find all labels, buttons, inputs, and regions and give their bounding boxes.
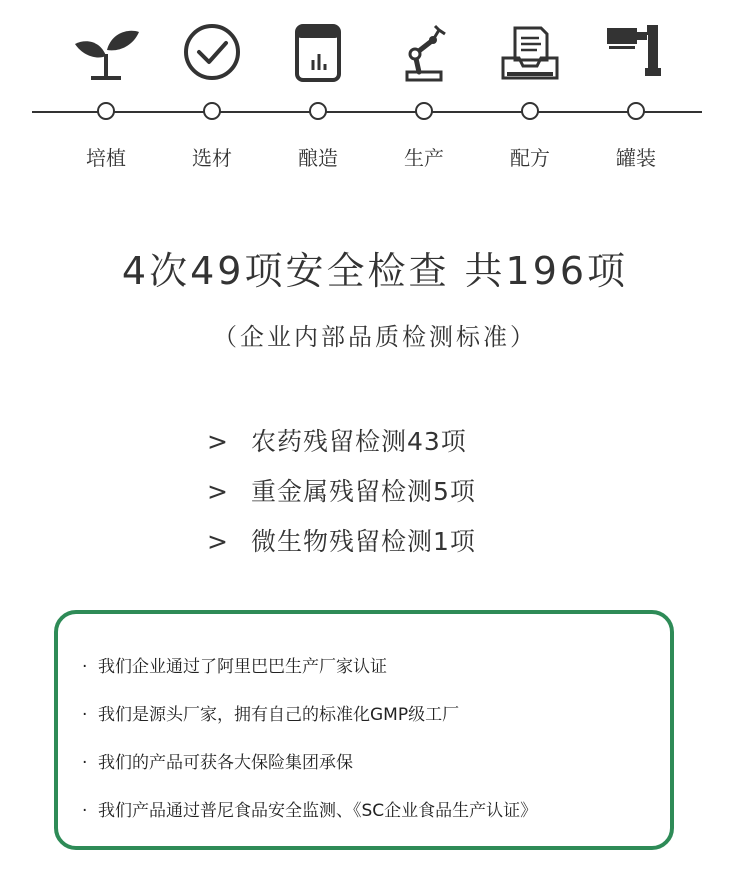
document-tray-icon xyxy=(495,20,565,90)
step-dot xyxy=(97,102,115,120)
step-select xyxy=(167,20,257,170)
arrow-marker: > xyxy=(207,427,229,456)
card-item xyxy=(82,652,387,677)
step-dot xyxy=(627,102,645,120)
step-produce xyxy=(379,20,469,170)
check-item xyxy=(207,422,607,472)
check-circle-icon xyxy=(177,20,247,90)
step-dot xyxy=(309,102,327,120)
step-label: 罐装 xyxy=(616,146,656,170)
pipe-icon xyxy=(601,20,671,90)
bullet: · xyxy=(82,753,88,773)
card-item-text: 我们产品通过普尼食品安全监测、《SC企业食品生产认证》 xyxy=(98,801,538,821)
check-item xyxy=(207,472,607,522)
card-item-text: 我们的产品可获各大保险集团承保 xyxy=(98,753,353,773)
step-label: 选材 xyxy=(192,146,232,170)
arrow-marker: > xyxy=(207,527,229,556)
process-steps xyxy=(0,0,750,190)
certification-card xyxy=(54,610,674,850)
check-item-text: 农药残留检测43项 xyxy=(251,427,467,456)
subheadline: （企业内部品质检测标准） xyxy=(213,323,537,351)
card-item xyxy=(82,700,459,725)
card-item-text: 我们企业通过了阿里巴巴生产厂家认证 xyxy=(98,657,387,677)
step-fill xyxy=(591,20,681,170)
step-dot xyxy=(521,102,539,120)
headline: 4次49项安全检查 共196项 xyxy=(121,249,629,293)
timeline-line xyxy=(32,111,702,113)
step-label: 培植 xyxy=(86,146,126,170)
bullet: · xyxy=(82,657,88,677)
check-item xyxy=(207,522,607,572)
step-dot xyxy=(203,102,221,120)
step-dot xyxy=(415,102,433,120)
step-label: 酿造 xyxy=(298,146,338,170)
check-list xyxy=(207,422,607,572)
robot-arm-icon xyxy=(389,20,459,90)
step-label: 配方 xyxy=(510,146,550,170)
arrow-marker: > xyxy=(207,477,229,506)
card-item xyxy=(82,748,353,773)
vat-icon xyxy=(283,20,353,90)
sprout-icon xyxy=(71,20,141,90)
step-label: 生产 xyxy=(404,146,444,170)
check-item-text: 重金属残留检测5项 xyxy=(251,477,476,506)
card-item xyxy=(82,796,537,821)
step-brew xyxy=(273,20,363,170)
check-item-text: 微生物残留检测1项 xyxy=(251,527,476,556)
bullet: · xyxy=(82,801,88,821)
card-item-text: 我们是源头厂家，拥有自己的标准化GMP级工厂 xyxy=(98,705,460,725)
step-formula xyxy=(485,20,575,170)
bullet: · xyxy=(82,705,88,725)
step-cultivate xyxy=(61,20,151,170)
